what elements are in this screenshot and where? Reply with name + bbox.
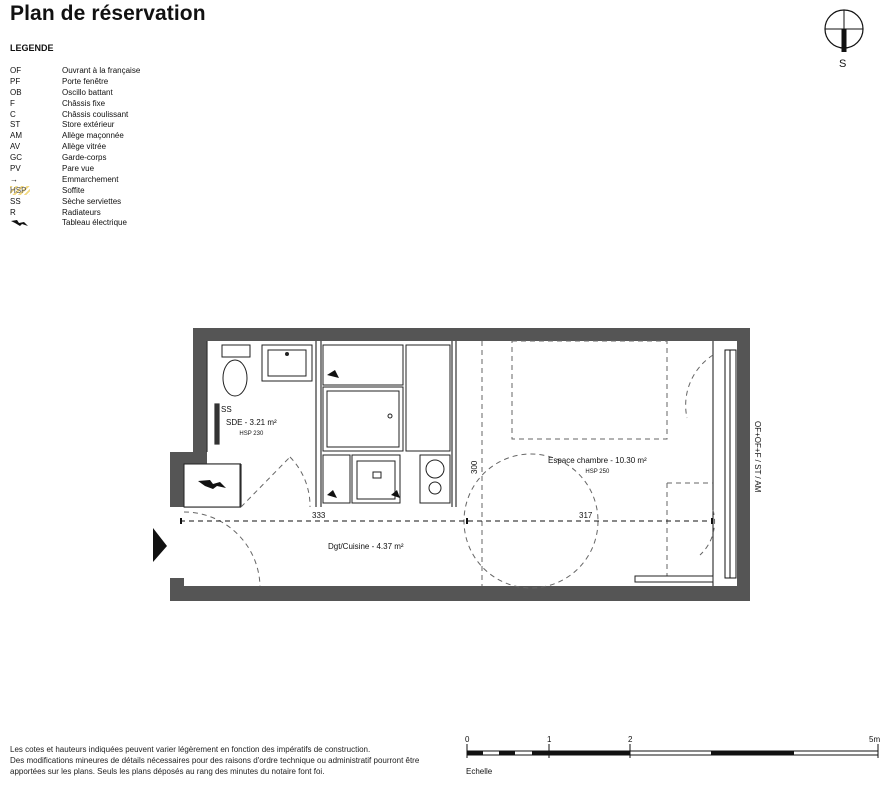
legend-label: Porte fenêtre: [62, 76, 109, 86]
scale-tick: 5m: [869, 735, 881, 744]
legend-label: Sèche serviettes: [62, 196, 122, 206]
legend-label: Allège maçonnée: [62, 131, 124, 141]
legend-code: SS: [10, 196, 21, 206]
legend-code: GC: [10, 153, 22, 163]
legend-code: PF: [10, 76, 21, 86]
legend-label: Oscillo battant: [62, 87, 113, 97]
room-chambre-hsp: HSP 250: [585, 469, 610, 475]
note-line: apportées sur les plans. Seuls les plans déposés au rang des minutes du notaire font foi.: [10, 767, 325, 777]
legend-label: Ouvrant à la française: [62, 66, 141, 75]
legend-label: Garde-corps: [62, 153, 107, 163]
legend-label: Allège vitrée: [62, 142, 107, 152]
legend-code: AM: [10, 131, 22, 141]
window-label: OF+OF+F / ST / AM: [753, 421, 762, 493]
page-title: Plan de réservation: [10, 2, 206, 25]
room-chambre-name: Espace chambre - 10.30 m²: [548, 456, 647, 465]
legend-label: Soffite: [62, 185, 85, 195]
legend-code: AV: [10, 142, 21, 152]
legend-label: Pare vue: [62, 164, 95, 174]
dim-left: 333: [312, 511, 326, 520]
dim-height: 300: [470, 460, 479, 474]
legend-label: Tableau électrique: [62, 218, 127, 228]
room-dgt-name: Dgt/Cuisine - 4.37 m²: [328, 542, 404, 551]
legend-heading: LEGENDE: [10, 43, 54, 53]
legend-code: OF: [10, 66, 22, 75]
legend-code: OB: [10, 87, 22, 97]
legend-code: HSP: [10, 186, 30, 195]
legend-label: Store extérieur: [62, 120, 115, 130]
scale-tick: 1: [547, 735, 552, 744]
legend-label: Châssis coulissant: [62, 109, 129, 119]
compass-label: S: [839, 58, 847, 70]
legend-label: Emmarchement: [62, 174, 119, 184]
room-sde-hsp: HSP 230: [239, 431, 264, 437]
legend-code: C: [10, 109, 16, 119]
note-line: Les cotes et hauteurs indiquées peuvent varier légèrement en fonction des impératifs de construction.: [10, 745, 371, 754]
scale-tick: 2: [628, 735, 633, 744]
scale-tick: 0: [465, 735, 470, 744]
legend-code: R: [10, 207, 16, 217]
ss-label: SS: [221, 405, 232, 414]
note-line: Des modifications mineures de détails nécessaires pour des raisons d'ordre technique ou administratif pourront être: [10, 756, 420, 766]
room-sde-name: SDE - 3.21 m²: [226, 418, 277, 427]
arrow-icon: →: [10, 174, 18, 184]
legend-code: PV: [10, 164, 21, 174]
legend-label: Châssis fixe: [62, 98, 106, 108]
scale-label: Echelle: [466, 767, 493, 776]
legend-label: Radiateurs: [62, 207, 101, 217]
legend-code: ST: [10, 120, 21, 130]
dim-right: 317: [579, 511, 593, 520]
legend-code: F: [10, 98, 15, 108]
